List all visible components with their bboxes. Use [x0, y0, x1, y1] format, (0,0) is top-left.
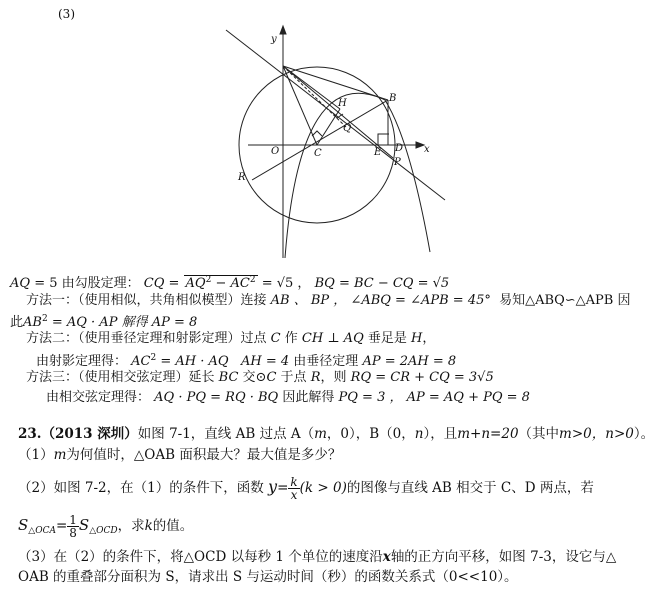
- label-b: B: [389, 93, 397, 104]
- question-2-line-1: （2）如图 7-2，在（1）的条件下，函数 y= $\frac{k}{x}$ (k > 0)的图像与直线 AB 相交于 C、D 两点，若: [18, 475, 594, 502]
- solution-line-2: [26, 293, 630, 309]
- line-ah: [283, 66, 340, 109]
- solution-line-1: AQ = 5 由勾股定理： CQ = $AQ^2 - AC^2 = √5$ ， BQ = BC − CQ = √5: [10, 275, 450, 291]
- problem-number: 23.: [18, 426, 42, 442]
- label-h: H: [338, 98, 347, 109]
- one-eighth-fraction: $\frac{1}{8}$: [69, 513, 77, 540]
- s6-e: 于点: [280, 370, 307, 385]
- s1-c: CQ: [143, 276, 165, 291]
- s6-h: RQ = CR + CQ = 3√5: [350, 370, 494, 385]
- s4-f: H: [411, 331, 423, 346]
- label-o: O: [271, 146, 280, 157]
- s4-e: 垂足是: [367, 331, 407, 346]
- geometry-figure: [0, 0, 640, 270]
- s7-c: 因此解得: [282, 390, 335, 405]
- s3-c: = AQ · AP 解得 AP = 8: [51, 315, 198, 330]
- s3-a: 此: [10, 315, 24, 330]
- s1-b: = 5 由勾股定理：: [34, 276, 140, 291]
- problem-source: （2013 深圳）: [41, 426, 138, 442]
- part-label: (3): [58, 7, 75, 21]
- s1-a: AQ: [10, 276, 31, 291]
- line-ab: [283, 66, 388, 100]
- line-ac: [283, 66, 317, 145]
- s4-a: 方法二：（使用垂径定理和射影定理）过点: [26, 331, 267, 346]
- x-axis-arrow: [416, 142, 424, 148]
- label-e: E: [374, 147, 382, 158]
- s1-g: BQ: [314, 276, 335, 291]
- s6-c: 交⊙: [242, 370, 267, 385]
- s7-d: PQ = 3 ，: [338, 390, 403, 405]
- s2-c: ∠ABQ = ∠APB = 45°: [350, 293, 491, 308]
- s4-c: 作: [284, 331, 298, 346]
- solution-line-3: 此$AB^2$ = AQ · AP 解得 AP = 8: [10, 314, 198, 330]
- s5-d: AH = 4: [240, 354, 290, 369]
- s7-e: AP = AQ + PQ = 8: [406, 390, 530, 405]
- question-3-line-1: （3）在（2）的条件下，将△OCD 以每秒 1 个单位的速度沿x轴的正方向平移，如图 7-3，设它与△: [18, 549, 617, 565]
- tangent-line: [226, 30, 445, 200]
- label-c: C: [314, 148, 322, 159]
- solution-line-4: 方法二：（使用垂径定理和射影定理）过点 C 作 CH ⊥ AQ 垂足是 H，: [26, 331, 436, 346]
- label-p: P: [394, 157, 401, 168]
- label-d: D: [395, 143, 404, 154]
- s2-d: 易知△ABQ∽△APB 因: [499, 293, 631, 308]
- s1-sqrt: $AQ^2 - AC^2$: [185, 275, 256, 291]
- s5-b: AC: [131, 354, 151, 369]
- label-y: y: [271, 34, 277, 45]
- solution-line-5: 由射影定理得： $AC^2$ = AH · AQ AH = 4 由垂径定理 AP = 2AH = 8: [36, 353, 457, 369]
- s7-a: 由相交弦定理得：: [46, 390, 151, 405]
- s1-h: = BC − CQ = √5: [338, 276, 450, 291]
- s2-a: 方法一：（使用相似，共角相似模型）连接: [26, 293, 267, 308]
- s5-e: 由垂径定理: [293, 354, 359, 369]
- label-r: R: [238, 172, 246, 183]
- solution-line-6: 方法三：（使用相交弦定理）延长 BC 交⊙C 于点 R，则 RQ = CR + CQ = 3√5: [26, 370, 494, 385]
- problem-23-stem: 23.（2013 深圳）如图 7-1，直线 AB 过点 A（m，0），B（0，n），且m+n=20（其中m>0，n>0）。: [18, 426, 654, 442]
- k-over-x-fraction: $\frac{k}{x}$: [290, 475, 298, 502]
- label-q: Q: [343, 123, 352, 134]
- s1-f: = √5 ，: [261, 276, 311, 291]
- question-2-line-2: $S_{\triangle OCA}=$ $\frac{1}{8}$ $S_{\triangle OCD}$，求k的值。: [18, 513, 194, 540]
- solution-line-7: [46, 390, 530, 406]
- right-angle-c: [312, 131, 322, 136]
- s4-d: CH ⊥ AQ: [301, 331, 364, 346]
- s6-f: R: [310, 370, 321, 385]
- s2-b: AB 、 BP ，: [270, 293, 347, 308]
- s5-c: = AH · AQ: [160, 354, 229, 369]
- s5-f: AP = 2AH = 8: [362, 354, 457, 369]
- y-axis-arrow: [280, 26, 286, 34]
- right-angle-e: [378, 134, 389, 145]
- s3-b: AB: [23, 315, 42, 330]
- s6-a: 方法三：（使用相交弦定理）延长: [26, 370, 215, 385]
- question-1: （1）m为何值时，△OAB 面积最大？最大值是多少？: [18, 447, 342, 463]
- question-3-line-2: OAB 的重叠部分面积为 S，请求出 S 与运动时间（秒）的函数关系式（0<<10）。: [18, 569, 518, 585]
- s6-b: BC: [218, 370, 239, 385]
- label-x: x: [424, 144, 430, 155]
- s5-a: 由射影定理得：: [36, 354, 128, 369]
- s4-b: C: [270, 331, 281, 346]
- s7-b: AQ · PQ = RQ · BQ: [154, 390, 279, 405]
